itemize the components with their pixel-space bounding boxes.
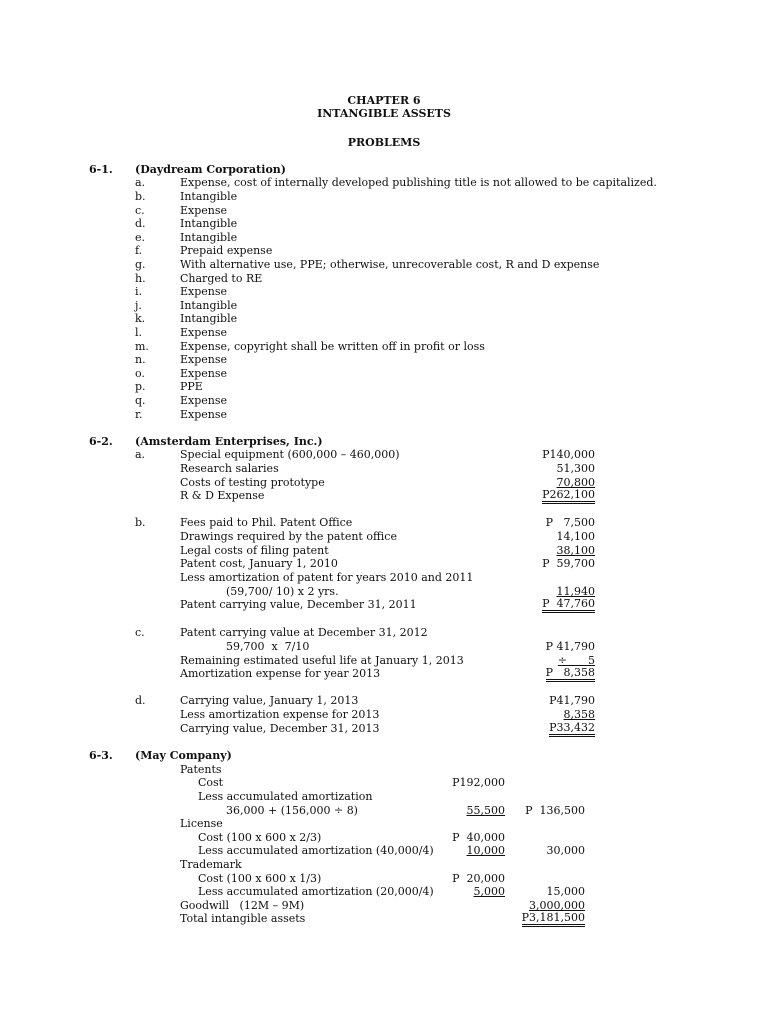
line-label: (59,700/ 10) x 2 yrs.: [226, 585, 339, 598]
line-label: License: [180, 817, 223, 830]
item-text: Expense: [180, 353, 228, 366]
line-label: Patent carrying value at December 31, 2012: [180, 626, 428, 639]
item-text: Intangible: [180, 190, 238, 203]
line-amount: 30,000: [546, 844, 585, 857]
line-label: Patent carrying value, December 31, 2011: [180, 598, 417, 611]
item-text: Intangible: [180, 299, 238, 312]
item-text: Intangible: [180, 312, 238, 325]
line-label: Remaining estimated useful life at January 1, 2013: [180, 654, 464, 667]
item-letter: q.: [135, 394, 146, 407]
problem-number: 6-2.: [89, 435, 113, 448]
problem-number: 6-1.: [89, 163, 113, 176]
line-label: Special equipment (600,000 – 460,000): [180, 448, 400, 461]
line-label: Less accumulated amortization: [198, 790, 373, 803]
item-text: Expense: [180, 326, 228, 339]
item-letter: o.: [135, 367, 145, 380]
line-amount: P41,790: [549, 694, 595, 707]
chapter-title: INTANGIBLE ASSETS: [317, 107, 451, 120]
item-text: Expense: [180, 367, 228, 380]
line-label: Total intangible assets: [180, 912, 306, 925]
item-letter: d.: [135, 217, 146, 230]
line-total: P3,181,500: [522, 912, 585, 927]
item-letter: l.: [135, 326, 143, 339]
part-letter: b.: [135, 516, 146, 529]
item-text: Expense, cost of internally developed publishing title is not allowed to be capitalized.: [180, 176, 657, 189]
line-label: Research salaries: [180, 462, 279, 475]
item-letter: f.: [135, 244, 143, 257]
problem-company: (Amsterdam Enterprises, Inc.): [135, 435, 323, 448]
item-letter: b.: [135, 190, 146, 203]
line-label: Cost (100 x 600 x 1/3): [198, 872, 322, 885]
item-letter: m.: [135, 340, 149, 353]
line-label: Less amortization of patent for years 2010 and 2011: [180, 571, 474, 584]
line-label: Less accumulated amortization (20,000/4): [198, 885, 434, 898]
item-text: Intangible: [180, 231, 238, 244]
item-text: With alternative use, PPE; otherwise, unrecoverable cost, R and D expense: [180, 258, 600, 271]
part-letter: a.: [135, 448, 146, 461]
line-total: P 47,760: [542, 598, 595, 613]
line-amount: 51,300: [556, 462, 595, 475]
line-label: Cost: [198, 776, 224, 789]
line-amount: ÷ 5: [557, 654, 595, 667]
line-label: Patents: [180, 763, 222, 776]
item-text: Expense: [180, 204, 228, 217]
section-title: PROBLEMS: [347, 136, 421, 149]
line-amount: 5,000: [473, 885, 505, 898]
line-amount: 11,940: [556, 585, 595, 598]
item-letter: j.: [135, 299, 142, 312]
line-amount: 3,000,000: [529, 899, 585, 912]
line-amount: 15,000: [546, 885, 585, 898]
line-total: P33,432: [549, 722, 595, 737]
line-amount: P140,000: [542, 448, 595, 461]
line-amount: P192,000: [452, 776, 505, 789]
line-amount: P 41,790: [545, 640, 595, 653]
line-amount: 55,500: [466, 804, 505, 817]
line-amount: 14,100: [556, 530, 595, 543]
item-letter: i.: [135, 285, 143, 298]
line-label: Carrying value, December 31, 2013: [180, 722, 380, 735]
item-letter: h.: [135, 272, 146, 285]
part-letter: c.: [135, 626, 145, 639]
chapter-number: CHAPTER 6: [347, 94, 421, 107]
item-text: Expense, copyright shall be written off in profit or loss: [180, 340, 485, 353]
item-letter: c.: [135, 204, 145, 217]
item-text: Expense: [180, 285, 228, 298]
problem-company: (May Company): [135, 749, 232, 762]
item-letter: k.: [135, 312, 146, 325]
line-label: Cost (100 x 600 x 2/3): [198, 831, 322, 844]
item-letter: e.: [135, 231, 146, 244]
line-amount: 38,100: [556, 544, 595, 557]
line-label: Fees paid to Phil. Patent Office: [180, 516, 353, 529]
line-total: P 8,358: [546, 667, 595, 682]
line-amount: P 7,500: [545, 516, 595, 529]
line-amount: 8,358: [563, 708, 595, 721]
line-amount: 10,000: [466, 844, 505, 857]
line-label: Less accumulated amortization (40,000/4): [198, 844, 434, 857]
line-amount: P 40,000: [452, 831, 505, 844]
item-letter: p.: [135, 380, 146, 393]
line-label: 59,700 x 7/10: [226, 640, 310, 653]
line-label: 36,000 + (156,000 ÷ 8): [226, 804, 358, 817]
item-text: PPE: [180, 380, 203, 393]
line-label: Patent cost, January 1, 2010: [180, 557, 338, 570]
line-label: Legal costs of filing patent: [180, 544, 329, 557]
line-label: R & D Expense: [180, 489, 265, 502]
item-letter: a.: [135, 176, 146, 189]
line-amount: 70,800: [556, 476, 595, 489]
line-total: P262,100: [542, 489, 595, 504]
line-label: Drawings required by the patent office: [180, 530, 397, 543]
item-text: Expense: [180, 408, 228, 421]
line-label: Costs of testing prototype: [180, 476, 325, 489]
part-letter: d.: [135, 694, 146, 707]
line-label: Trademark: [180, 858, 242, 871]
item-text: Expense: [180, 394, 228, 407]
problem-company: (Daydream Corporation): [135, 163, 286, 176]
line-amount: P 59,700: [542, 557, 595, 570]
line-label: Less amortization expense for 2013: [180, 708, 380, 721]
item-letter: r.: [135, 408, 143, 421]
item-text: Intangible: [180, 217, 238, 230]
item-text: Prepaid expense: [180, 244, 273, 257]
problem-number: 6-3.: [89, 749, 113, 762]
item-letter: n.: [135, 353, 146, 366]
item-text: Charged to RE: [180, 272, 263, 285]
line-label: Goodwill (12M – 9M): [180, 899, 305, 912]
item-letter: g.: [135, 258, 146, 271]
line-label: Carrying value, January 1, 2013: [180, 694, 359, 707]
line-amount: P 136,500: [525, 804, 585, 817]
line-amount: P 20,000: [452, 872, 505, 885]
line-label: Amortization expense for year 2013: [180, 667, 381, 680]
